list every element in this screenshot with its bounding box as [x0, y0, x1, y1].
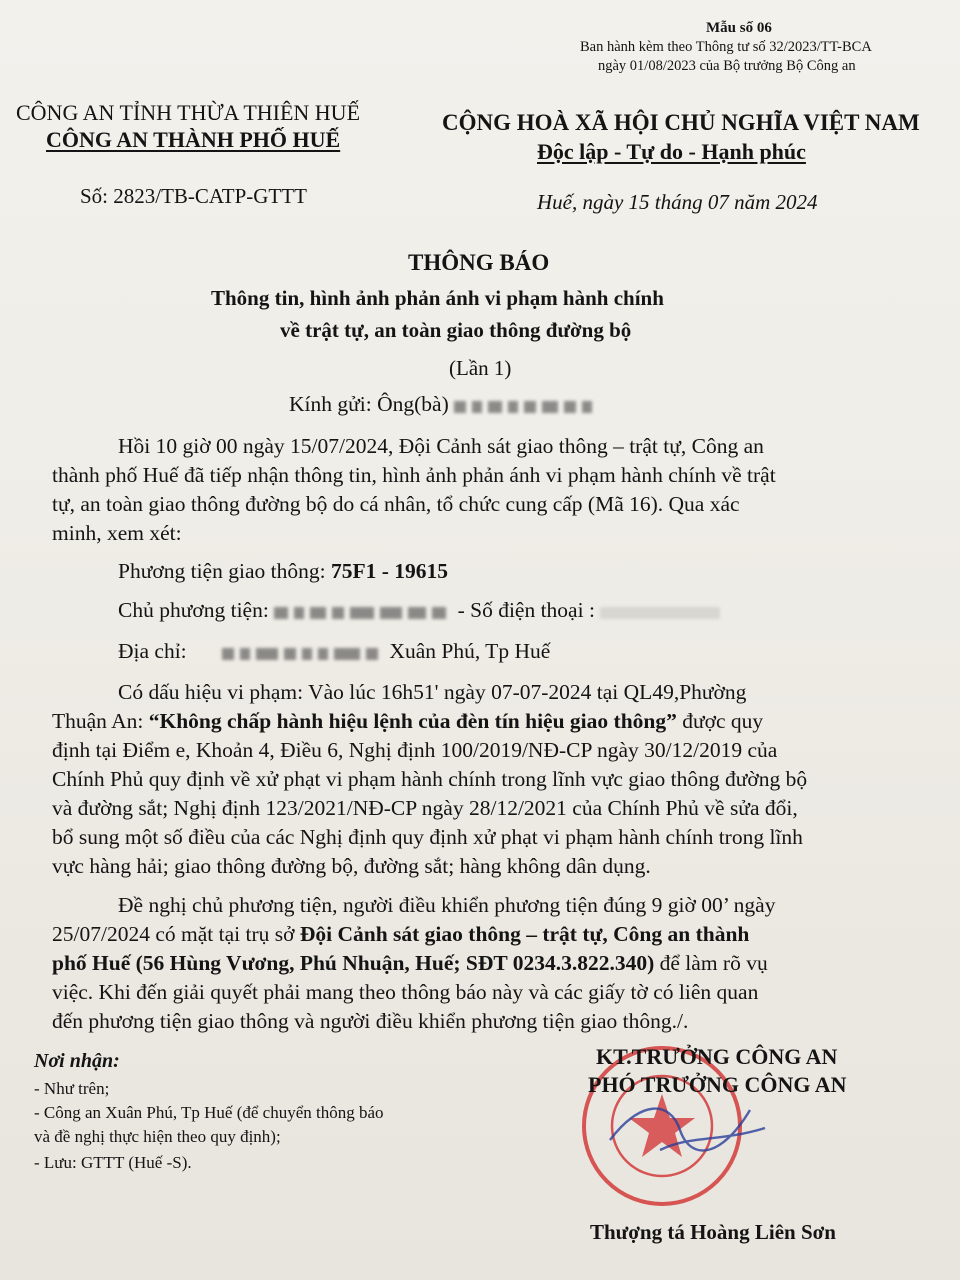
redacted-address — [222, 639, 384, 668]
signer-role1: KT.TRƯỞNG CÔNG AN — [596, 1044, 838, 1069]
violation-line6: bổ sung một số điều của các Nghị định quy định xử phạt vi phạm hành chính trong lĩnh — [52, 825, 803, 849]
recipients-line4: - Lưu: GTTT (Huế -S). — [34, 1153, 192, 1172]
recipients-line3: và đề nghị thực hiện theo quy định); — [34, 1127, 281, 1146]
agency-parent: CÔNG AN TỈNH THỪA THIÊN HUẾ — [16, 100, 361, 125]
body-p1-line2: thành phố Huế đã tiếp nhận thông tin, hình ảnh phản ánh vi phạm hành chính về trật — [52, 463, 776, 487]
national-motto: Độc lập - Tự do - Hạnh phúc — [537, 139, 806, 164]
body-p1-line1: Hồi 10 giờ 00 ngày 15/07/2024, Đội Cảnh sát giao thông – trật tự, Công an — [118, 434, 764, 458]
owner-line — [118, 596, 726, 627]
address-label: Địa chỉ: — [118, 639, 187, 663]
request-office: Đội Cảnh sát giao thông – trật tự, Công an thành — [299, 922, 750, 946]
body-p1-line4: minh, xem xét: — [52, 521, 182, 545]
owner-label: Chủ phương tiện: — [118, 598, 269, 622]
violation-line2 — [52, 707, 763, 736]
form-issued-line1: Ban hành kèm theo Thông tư số 32/2023/TT-BCA — [580, 39, 872, 55]
body-p1-line3: tự, an toàn giao thông đường bộ do cá nhân, tổ chức cung cấp (Mã 16). Qua xác — [52, 492, 740, 516]
signer-name: Thượng tá Hoàng Liên Sơn — [590, 1220, 836, 1244]
request-line4: việc. Khi đến giải quyết phải mang theo thông báo này và các giấy tờ có liên quan — [52, 980, 759, 1004]
request-line1: Đề nghị chủ phương tiện, người điều khiển phương tiện đúng 9 giờ 00’ ngày — [118, 893, 776, 917]
request-line2-prefix: 25/07/2024 có mặt tại trụ sở — [52, 922, 300, 946]
violation-line5: và đường sắt; Nghị định 123/2021/NĐ-CP ngày 28/12/2021 của Chính Phủ về sửa đổi, — [52, 796, 798, 820]
form-number: Mẫu số 06 — [706, 20, 772, 36]
request-line5: đến phương tiện giao thông và người điều khiển phương tiện giao thông./. — [52, 1009, 689, 1033]
document-title: THÔNG BÁO — [408, 250, 550, 275]
violation-line3: định tại Điểm e, Khoản 4, Điều 6, Nghị định 100/2019/NĐ-CP ngày 30/12/2019 của — [52, 738, 778, 762]
redacted-owner-name — [274, 598, 452, 627]
violation-line2-suffix: được quy — [676, 709, 764, 733]
document-subtitle-line1: Thông tin, hình ảnh phản ánh vi phạm hành chính — [211, 286, 664, 310]
violation-line1: Có dấu hiệu vi phạm: Vào lúc 16h51' ngày 07-07-2024 tại QL49,Phường — [118, 680, 747, 704]
request-address: phố Huế (56 Hùng Vương, Phú Nhuận, Huế; SĐT 0234.3.822.340) — [52, 951, 655, 975]
attempt-number: (Lần 1) — [449, 356, 512, 380]
signer-role2: PHÓ TRƯỞNG CÔNG AN — [588, 1072, 847, 1097]
recipient-line — [289, 390, 598, 421]
violation-line7: vực hàng hải; giao thông đường bộ, đường sắt; hàng không dân dụng. — [52, 854, 651, 878]
violation-line4: Chính Phủ quy định về xử phạt vi phạm hành chính trong lĩnh vực giao thông đường bộ — [52, 767, 808, 791]
request-line2 — [52, 920, 749, 949]
vehicle-plate: 75F1 - 19615 — [330, 559, 448, 583]
document-number: Số: 2823/TB-CATP-GTTT — [80, 184, 307, 208]
place-date: Huế, ngày 15 tháng 07 năm 2024 — [537, 190, 818, 214]
form-issued-line2: ngày 01/08/2023 của Bộ trưởng Bộ Công an — [598, 58, 856, 74]
violation-description: “Không chấp hành hiệu lệnh của đèn tín hiệu giao thông” — [148, 709, 677, 733]
agency-name: CÔNG AN THÀNH PHỐ HUẾ — [46, 127, 341, 152]
vehicle-label: Phương tiện giao thông: — [118, 559, 331, 583]
country-name: CỘNG HOÀ XÃ HỘI CHỦ NGHĨA VIỆT NAM — [442, 110, 920, 135]
document-subtitle-line2: về trật tự, an toàn giao thông đường bộ — [280, 318, 632, 342]
phone-label: - Số điện thoại : — [457, 598, 595, 622]
recipients-title: Nơi nhận: — [34, 1050, 120, 1072]
request-line3 — [52, 949, 768, 978]
recipients-line2: - Công an Xuân Phú, Tp Huế (để chuyển thông báo — [34, 1103, 384, 1122]
address-line — [118, 637, 550, 668]
violation-line2-prefix: Thuận An: — [52, 709, 149, 733]
address-tail: Xuân Phú, Tp Huế — [389, 639, 551, 663]
redacted-phone — [600, 598, 726, 627]
recipients-line1: - Như trên; — [34, 1079, 110, 1098]
request-line3-suffix: để làm rõ vụ — [654, 951, 768, 975]
redacted-recipient-name — [454, 392, 598, 421]
recipient-label: Kính gửi: Ông(bà) — [289, 392, 449, 416]
vehicle-line — [118, 557, 448, 586]
